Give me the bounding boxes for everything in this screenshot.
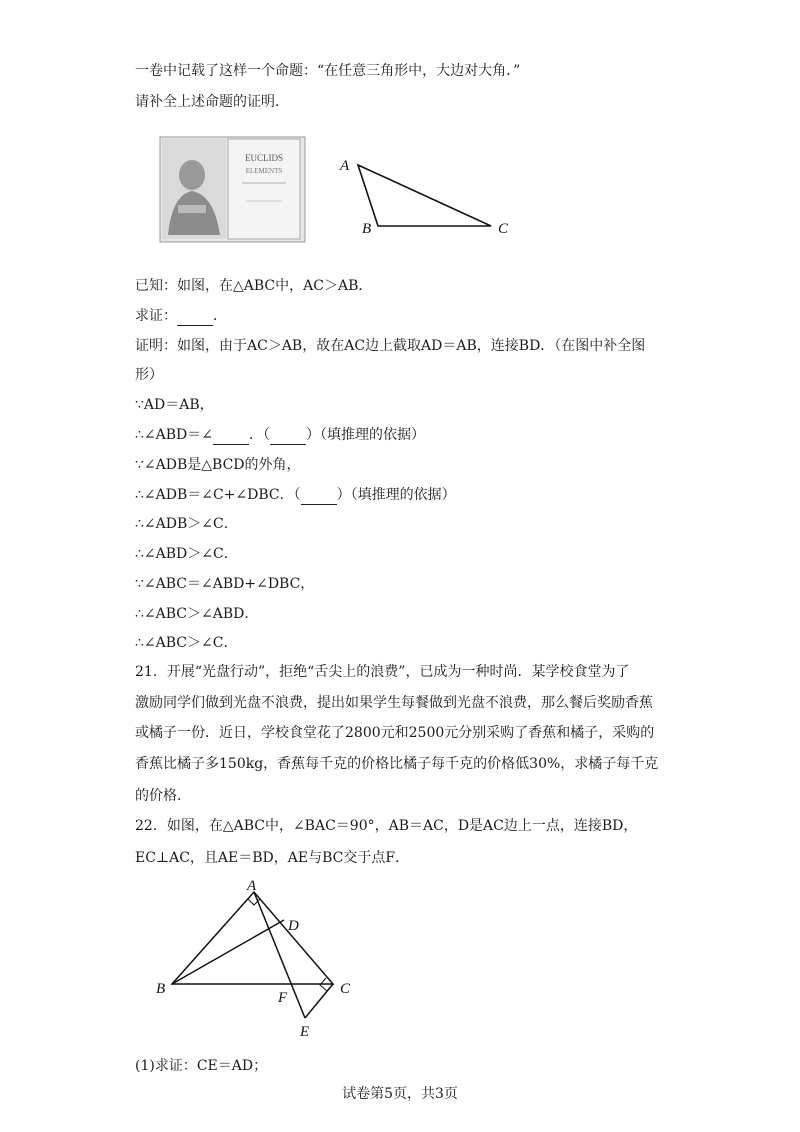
- q21-line-4: 香蕉比橘子多150kg，香蕉每千克的价格比橘子每千克的价格低30%，求橘子每千克: [135, 756, 659, 772]
- label-a-2: A: [247, 878, 257, 894]
- answer-blank-3[interactable]: [270, 426, 306, 445]
- text-prove: [135, 307, 227, 326]
- prove-period: ．: [213, 308, 227, 324]
- q22-part-1: (1)求证：CE＝AD；: [135, 1058, 268, 1074]
- proof-4-c: ）（填推理的依据）: [306, 427, 425, 443]
- text-proof-4: [135, 426, 425, 445]
- euclid-book-image: [160, 137, 305, 242]
- figure-triangle-abcdef: [150, 878, 370, 1043]
- label-e: E: [300, 1024, 310, 1040]
- text-line-2: 请补全上述命题的证明．: [135, 94, 289, 110]
- text-proof-7: ∴∠ADB＞∠C．: [135, 516, 238, 532]
- text-given: 已知：如图，在△ABC中，AC＞AB．: [135, 278, 373, 294]
- segment-ce: [305, 984, 333, 1018]
- q21-line-1: 21．开展“光盘行动”，拒绝“舌尖上的浪费”，已成为一种时尚．某学校食堂为了: [135, 664, 630, 680]
- figure-book-and-triangle: [150, 135, 530, 250]
- q21-line-2: 激励同学们做到光盘不浪费，提出如果学生每餐做到光盘不浪费，那么餐后奖励香蕉: [135, 695, 653, 711]
- text-proof-11: ∴∠ABC＞∠C．: [135, 635, 238, 651]
- text-proof-6: [135, 486, 456, 505]
- text-proof-1: 证明：如图，由于AC＞AB，故在AC边上截取AD＝AB，连接BD．（在图中补全图: [135, 338, 646, 354]
- q21-line-3: 或橘子一份．近日，学校食堂花了2800元和2500元分别采购了香蕉和橘子，采购的: [135, 725, 655, 741]
- label-b-2: B: [156, 981, 166, 997]
- text-proof-2: 形）: [135, 367, 163, 383]
- answer-blank-2[interactable]: [213, 426, 249, 445]
- prove-label: 求证：: [135, 308, 177, 324]
- text-proof-3: ∵AD＝AB，: [135, 397, 214, 413]
- page-footer: 试卷第5页，共3页: [342, 1086, 458, 1102]
- proof-4-a: ∴∠ABD＝∠: [135, 427, 213, 443]
- label-c: C: [498, 221, 509, 237]
- label-b: B: [362, 221, 372, 237]
- text-proof-10: ∴∠ABC＞∠ABD．: [135, 606, 259, 622]
- label-a: A: [340, 158, 350, 174]
- triangle-abc: [358, 165, 491, 226]
- q22-line-1: 22．如图，在△ABC中，∠BAC＝90°，AB＝AC，D是AC边上一点，连接BD，: [135, 818, 638, 834]
- book-title-line-1: EUCLIDS: [245, 153, 283, 163]
- answer-blank-4[interactable]: [301, 486, 337, 505]
- book-title-line-2: ELEMENTS: [245, 167, 283, 175]
- label-c-2: C: [340, 981, 351, 997]
- text-line-1: 一卷中记载了这样一个命题：“在任意三角形中，大边对大角．”: [135, 63, 521, 79]
- q21-line-5: 的价格．: [135, 788, 191, 804]
- label-f: F: [278, 990, 288, 1006]
- answer-blank-1[interactable]: [177, 307, 213, 326]
- text-proof-8: ∴∠ABD＞∠C．: [135, 546, 238, 562]
- proof-6-b: ）（填推理的依据）: [336, 487, 456, 503]
- proof-6-a: ∴∠ADB＝∠C+∠DBC．（: [135, 487, 301, 503]
- segment-bd: [172, 920, 284, 984]
- proof-4-b: ．（: [249, 427, 270, 443]
- text-proof-9: ∵∠ABC＝∠ABD+∠DBC，: [135, 576, 315, 592]
- label-d: D: [288, 918, 299, 934]
- q22-line-2: EC⊥AC，且AE＝BD，AE与BC交于点F．: [135, 850, 410, 866]
- text-proof-5: ∵∠ADB是△BCD的外角，: [135, 457, 301, 473]
